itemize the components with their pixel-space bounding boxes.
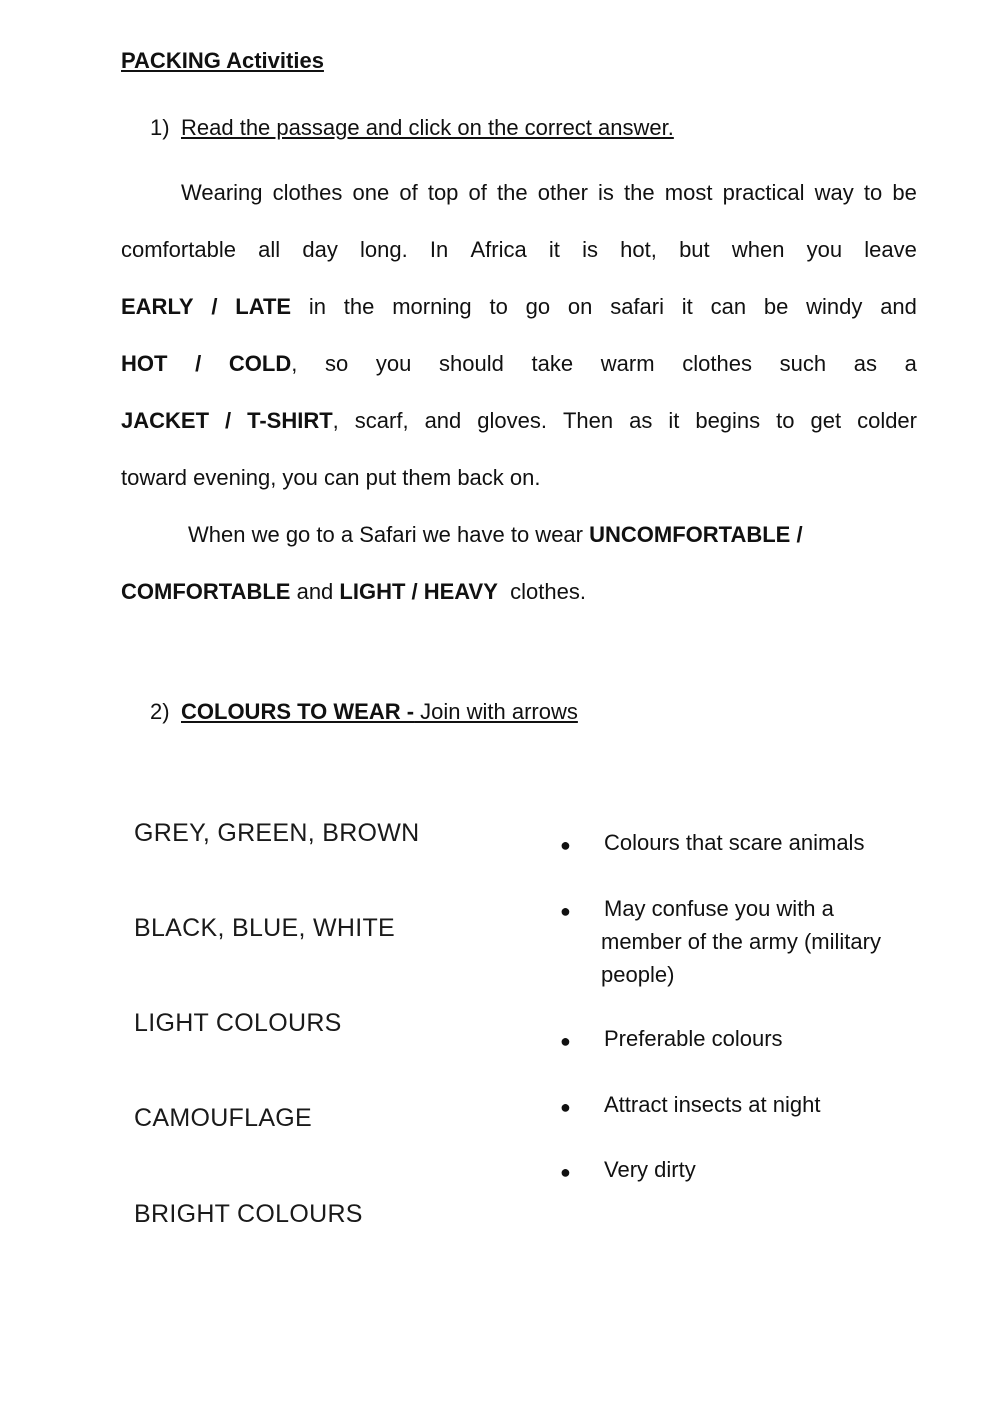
- right-item-text: Colours that scare animals: [604, 830, 865, 855]
- option-uncomfortable[interactable]: UNCOMFORTABLE /: [589, 522, 803, 547]
- passage-word: morning: [392, 294, 472, 319]
- section2-instruction: [150, 699, 578, 725]
- passage-word: such: [779, 351, 827, 376]
- passage-word: of: [468, 180, 487, 205]
- left-item-2[interactable]: BLACK, BLUE, WHITE: [134, 914, 396, 942]
- passage-word: safari: [610, 294, 664, 319]
- passage-line-1: [181, 180, 917, 210]
- passage-word: as: [853, 351, 877, 376]
- option-tshirt[interactable]: T-SHIRT: [247, 408, 333, 433]
- left-item-5[interactable]: BRIGHT COLOURS: [134, 1200, 363, 1228]
- passage-word: the: [497, 180, 528, 205]
- passage-word: top: [427, 180, 459, 205]
- section2-heading: COLOURS TO WEAR -: [181, 699, 415, 724]
- bullet-icon: ●: [560, 835, 571, 855]
- paragraph2-line-2: [121, 579, 917, 609]
- left-item-4[interactable]: CAMOUFLAGE: [134, 1104, 313, 1132]
- passage-word: to: [776, 408, 795, 433]
- passage-word: get: [810, 408, 842, 433]
- option-separator: /: [195, 351, 202, 376]
- passage-word: in: [308, 294, 326, 319]
- passage-word: can: [710, 294, 747, 319]
- section2-heading-group: [181, 699, 578, 724]
- passage-word: should: [439, 351, 504, 376]
- passage-word: long.: [360, 237, 408, 262]
- passage-word: begins: [695, 408, 761, 433]
- comma: ,: [291, 351, 298, 376]
- option-cold-group: [229, 351, 297, 381]
- passage-line-5: [121, 408, 917, 438]
- option-hot[interactable]: HOT: [121, 351, 168, 376]
- passage-word: it: [668, 408, 680, 433]
- passage-word: leave: [864, 237, 917, 262]
- section1-instruction: [150, 115, 674, 141]
- passage-word: warm: [600, 351, 655, 376]
- option-jacket[interactable]: JACKET: [121, 408, 210, 433]
- bullet-icon: ●: [560, 1097, 571, 1117]
- passage-word: scarf,: [354, 408, 409, 433]
- passage-line-6: toward evening, you can put them back on.: [121, 465, 541, 490]
- passage-word: windy: [806, 294, 863, 319]
- section2-instruction-text: Join with arrows: [414, 699, 578, 724]
- paragraph2-and: and: [290, 579, 340, 604]
- passage-line-4: [121, 351, 917, 381]
- passage-word: when: [731, 237, 785, 262]
- passage-word: be: [763, 294, 789, 319]
- passage-line-2: [121, 237, 917, 267]
- bullet-icon: ●: [560, 1162, 571, 1182]
- passage-word: clothes: [272, 180, 343, 205]
- bullet-icon: ●: [560, 1031, 571, 1051]
- section1-number: 1): [150, 115, 170, 140]
- passage-word: on: [567, 294, 593, 319]
- option-light-heavy[interactable]: LIGHT / HEAVY: [339, 579, 498, 604]
- passage-word: clothes: [682, 351, 752, 376]
- passage-word: all: [258, 237, 281, 262]
- passage-word: hot,: [620, 237, 657, 262]
- comma: ,: [332, 408, 339, 433]
- option-tshirt-group: [247, 408, 339, 438]
- option-separator: /: [225, 408, 232, 433]
- passage-word: In: [429, 237, 449, 262]
- passage-word: day: [302, 237, 338, 262]
- section2-number: 2): [150, 699, 170, 724]
- option-early[interactable]: EARLY: [121, 294, 194, 319]
- passage-word: comfortable: [121, 237, 236, 262]
- bullet-icon: ●: [560, 901, 571, 921]
- option-cold[interactable]: COLD: [228, 351, 292, 376]
- passage-word: you: [375, 351, 412, 376]
- passage-word: to: [863, 180, 883, 205]
- passage-line-3: [121, 294, 917, 324]
- passage-word: practical: [722, 180, 805, 205]
- right-item-text: Very dirty: [604, 1157, 696, 1182]
- left-item-1[interactable]: GREY, GREEN, BROWN: [134, 819, 420, 847]
- passage-word: it: [681, 294, 693, 319]
- passage-word: so: [325, 351, 349, 376]
- passage-word: Africa: [470, 237, 527, 262]
- right-item-text: people): [601, 962, 675, 987]
- passage-word: way: [814, 180, 854, 205]
- passage-word: Wearing: [181, 180, 263, 205]
- paragraph2-end: clothes.: [497, 579, 586, 604]
- passage-word: most: [664, 180, 713, 205]
- passage-word: the: [624, 180, 655, 205]
- passage-word: it: [548, 237, 560, 262]
- passage-word: as: [629, 408, 653, 433]
- passage-word: a: [904, 351, 917, 376]
- option-comfortable[interactable]: COMFORTABLE: [121, 579, 291, 604]
- passage-word: colder: [857, 408, 917, 433]
- passage-word: take: [531, 351, 574, 376]
- right-item-text: May confuse you with a: [604, 896, 834, 921]
- passage-word: is: [582, 237, 598, 262]
- passage-word: gloves.: [477, 408, 547, 433]
- passage-word: of: [399, 180, 418, 205]
- passage-word: is: [598, 180, 614, 205]
- section1-instruction-text: Read the passage and click on the correct answer.: [181, 115, 674, 140]
- left-item-3[interactable]: LIGHT COLOURS: [134, 1009, 342, 1037]
- passage-word: other: [537, 180, 588, 205]
- passage-word: you: [806, 237, 843, 262]
- option-late[interactable]: LATE: [235, 294, 292, 319]
- passage-word: be: [892, 180, 917, 205]
- right-item-text: member of the army (military: [601, 929, 881, 954]
- page-title: PACKING Activities: [121, 48, 324, 73]
- passage-word: to: [489, 294, 508, 319]
- paragraph2-line-1: [188, 522, 917, 552]
- passage-word: and: [880, 294, 917, 319]
- right-item-text: Attract insects at night: [604, 1092, 821, 1117]
- passage-word: and: [424, 408, 462, 433]
- passage-word: but: [679, 237, 710, 262]
- passage-word: go: [525, 294, 551, 319]
- passage-word: one: [352, 180, 390, 205]
- option-separator: /: [211, 294, 218, 319]
- right-item-text: Preferable colours: [604, 1026, 783, 1051]
- passage-word: Then: [562, 408, 614, 433]
- passage-word: the: [343, 294, 375, 319]
- paragraph2-intro: When we go to a Safari we have to wear: [188, 522, 590, 547]
